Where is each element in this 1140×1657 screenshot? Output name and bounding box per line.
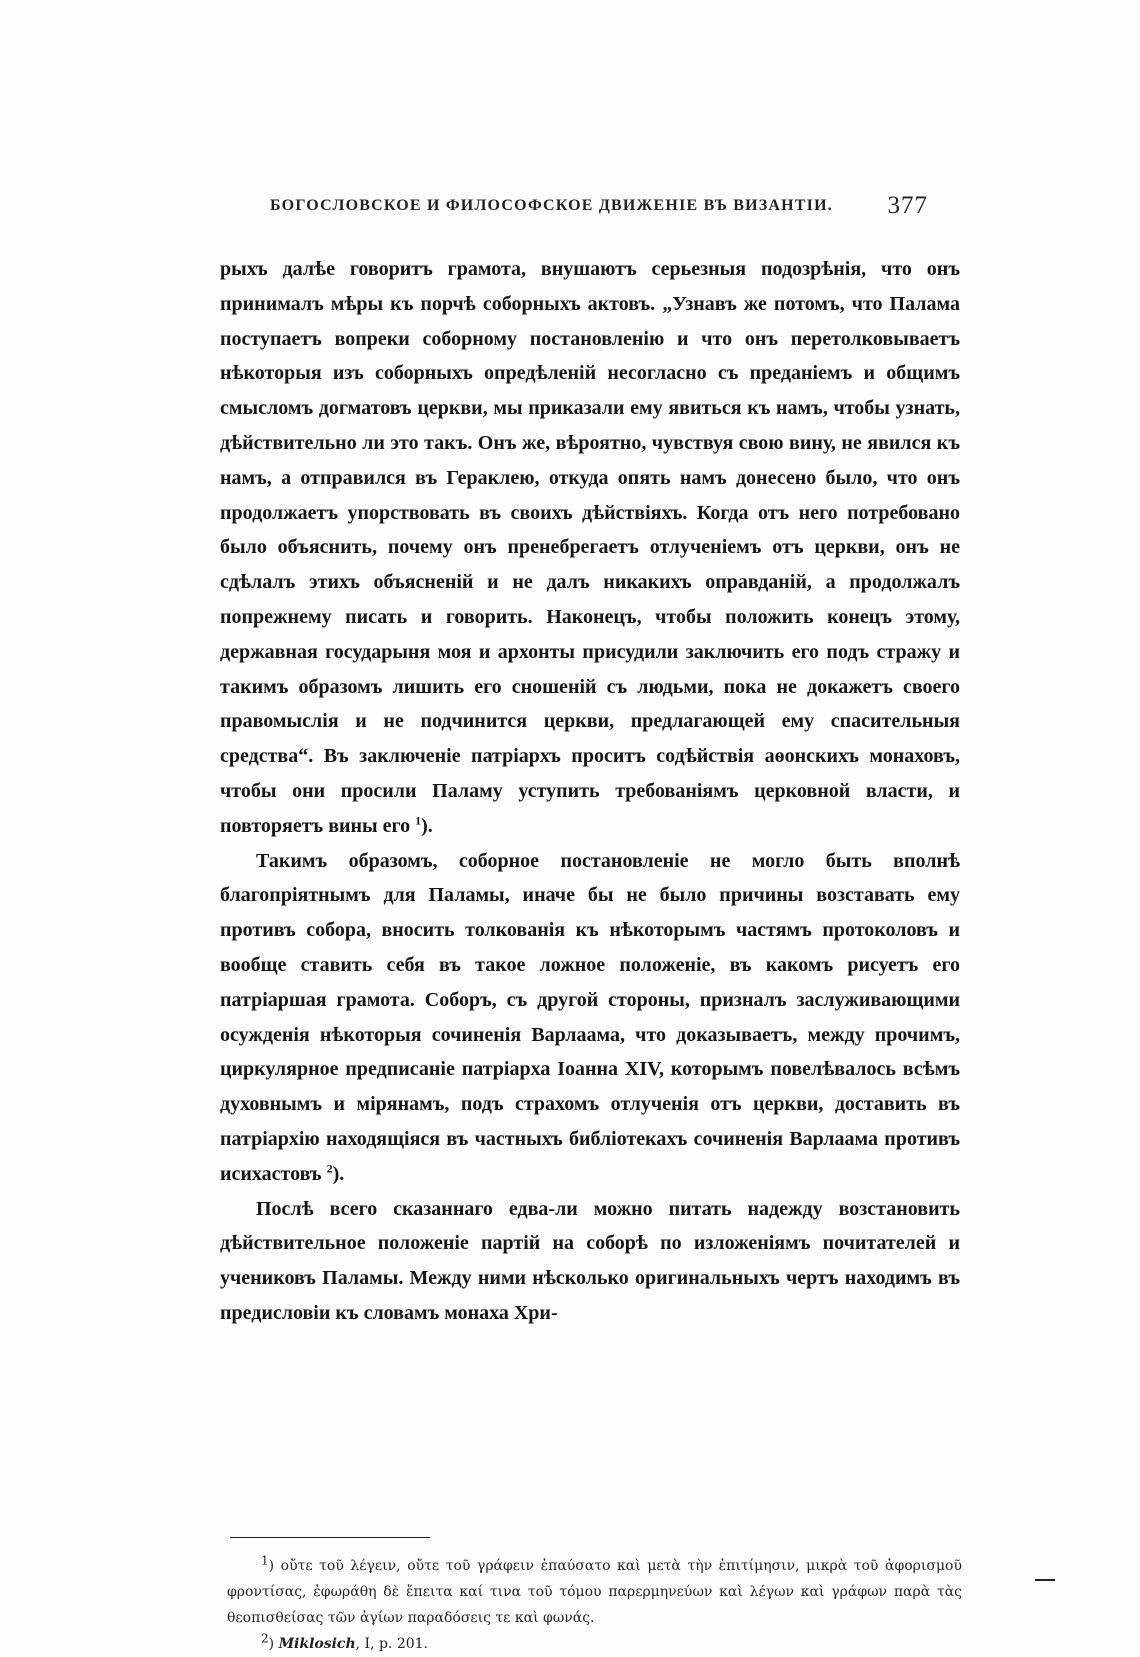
paragraph: Такимъ образомъ, соборное постановленіе не могло быть вполнѣ благопріятнымъ для Паламы, иначе бы не было причины возставать ему противъ собора, вносить толкованія къ нѣкоторымъ частямъ протоколовъ и вообще ставить себя въ такое ложное положеніе, въ какомъ рисуетъ его патріаршая грамота. Соборъ, съ другой стороны, призналъ заслуживающими осужденія нѣкоторыя сочиненія Варлаама, что доказываетъ, между прочимъ, циркулярное предписаніе патріарха Іоанна XIV, которымъ повелѣвалось всѣмъ духовнымъ и мірянамъ, подъ страхомъ отлученія отъ церкви, доставить въ патріархію находящіяся въ частныхъ библіотекахъ сочиненія Варлаама противъ исихастовъ $^2$). xyxy=(220,849,960,1185)
paragraph: рыхъ далѣе говоритъ грамота, внушаютъ серьезныя подозрѣнія, что онъ принималъ мѣры къ порчѣ соборныхъ актовъ. „Узнавъ же потомъ, что Палама поступаетъ вопреки соборному постановленію и что онъ перетолковываетъ нѣкоторыя изъ соборныхъ опредѣленій несогласно съ преданіемъ и общимъ смысломъ догматовъ церкви, мы приказали ему явиться къ намъ, чтобы узнать, дѣйствительно ли это такъ. Онъ же, вѣроятно, чувствуя свою вину, не явился къ намъ, а отправился въ Гераклею, откуда опять намъ донесено было, что онъ продолжаетъ упорствовать въ своихъ дѣйствіяхъ. Когда отъ него потребовано было объяснить, почему онъ пренебрегаетъ отлученіемъ отъ церкви, онъ не сдѣлалъ этихъ объясненій и не далъ никакихъ оправданій, а продолжалъ попрежнему писать и говорить. Наконецъ, чтобы положить конецъ этому, державная государыня моя и архонты присудили заключить его подъ стражу и такимъ образомъ лишить его сношеній съ людьми, пока не докажетъ своего правомыслія и не подчинится церкви, предлагающей ему спасительныя средства“. Въ заключеніе патріархъ проситъ содѣйствія аѳонскихъ монаховъ, чтобы они просили Паламу уступить требованіямъ церковной власти, и повторяетъ вины его $^1$). xyxy=(220,258,960,837)
footnote: $^2$) Miklosich, I, p. 201. xyxy=(261,1631,429,1652)
body-text xyxy=(220,252,960,1331)
margin-mark xyxy=(1035,1579,1055,1581)
paragraph: Послѣ всего сказаннаго едва-ли можно питать надежду возстановить дѣйствительное положеніе партій на соборѣ по изложеніямъ почитателей и учениковъ Паламы. Между ними нѣсколько оригинальныхъ чертъ находимъ въ предисловіи къ словамъ монаха Хри- xyxy=(220,1197,960,1324)
footnote-citation: Miklosich xyxy=(278,1636,356,1652)
footnote-mark: 2 xyxy=(261,1631,269,1646)
page-number: 377 xyxy=(887,192,928,219)
footnote-mark: 1 xyxy=(261,1553,269,1568)
footnotes xyxy=(227,1553,962,1657)
footnote-divider xyxy=(230,1537,430,1538)
page-header xyxy=(270,192,928,221)
footnote-ref: 2 xyxy=(326,1161,333,1176)
footnote: $^1$) οὔτε τοῦ λέγειν, οὔτε τοῦ γράφειν ἐπαύσατο καὶ μετὰ τὴν ἐπιτίμησιν, μικρὰ τοῦ ἀφορισμοῦ φροντίσας, ἐφωράθη δὲ ἔπειτα καί τινα τοῦ τόμου παρερμηνεύων καὶ λέγων καὶ γράφων παρὰ τὰς θεοπισθείσας τῶν ἁγίων παραδόσεις τε καὶ φωνάς. xyxy=(227,1553,962,1626)
footnote-ref: 1 xyxy=(415,813,422,828)
running-title: БОГОСЛОВСКОЕ И ФИЛОСОФСКОЕ ДВИЖЕНІЕ ВЪ ВИЗАНТІИ. xyxy=(270,197,833,214)
